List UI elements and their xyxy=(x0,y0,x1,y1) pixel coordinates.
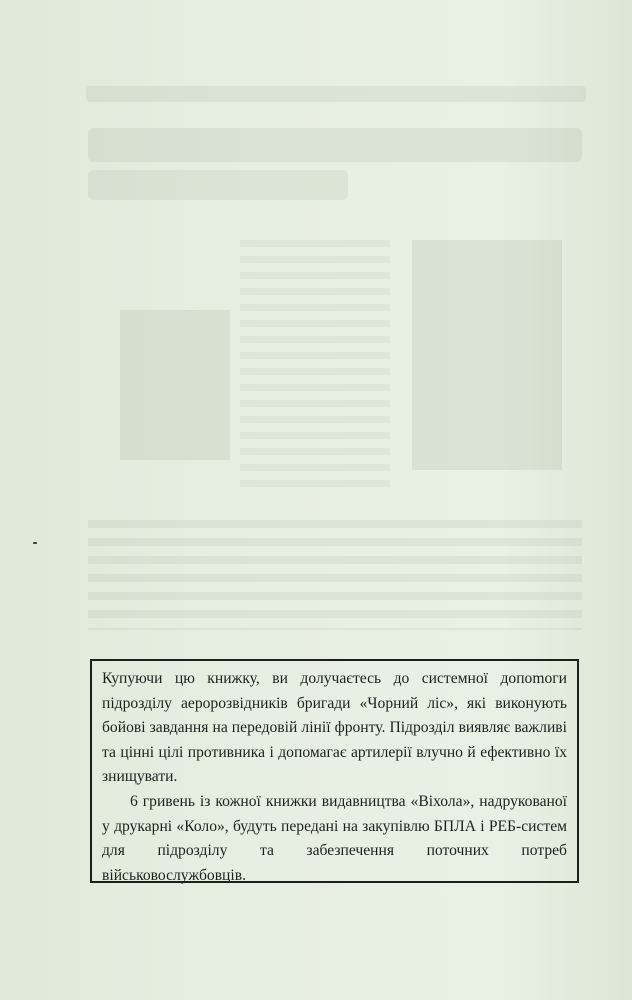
notice-paragraph-1: Купуючи цю книжку, ви долучаєтесь до системної допоmоги підрозділу аеророзвідників бригади «Чорний ліс», які виконують бойові завдання на передовій лінії фронту. Підрозділ виявляє важливі та цінні цілі противника і допомагає артилерії влучно й ефективно їх знищувати. xyxy=(102,670,567,786)
ghost-title-line xyxy=(88,128,582,162)
ghost-text-block xyxy=(88,520,582,630)
donation-notice-box xyxy=(90,659,579,883)
ghost-text-column xyxy=(240,240,390,490)
ghost-author-line xyxy=(86,86,586,102)
ghost-image xyxy=(412,240,562,470)
ghost-image xyxy=(120,310,230,460)
ghost-title-line xyxy=(88,170,348,200)
notice-paragraph-2: 6 гривень із кожної книжки видавництва «Віхола», надрукованої у друкарні «Коло», будуть передані на закупівлю БПЛА і РЕБ-систем для підрозділу та забезпечення поточних потреб військовослужбовців. xyxy=(102,792,567,884)
paper-speck xyxy=(33,542,37,544)
